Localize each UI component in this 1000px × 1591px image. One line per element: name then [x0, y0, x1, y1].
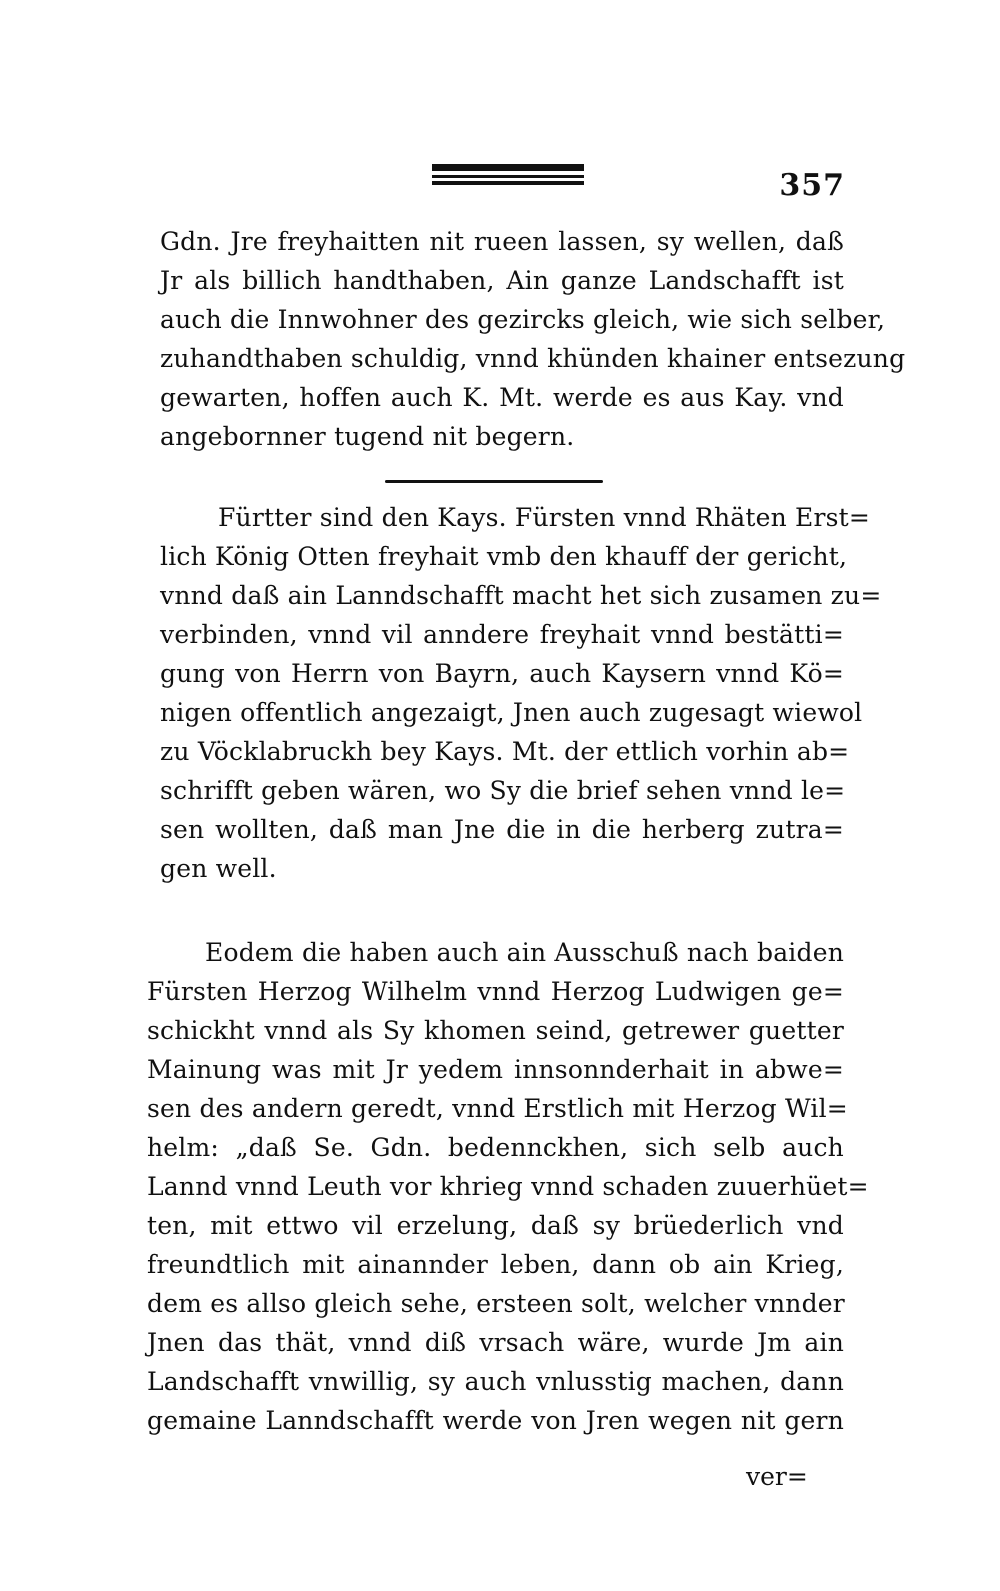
text-line: Eodem die haben auch ain Ausschuß nach baiden: [205, 938, 844, 967]
text-line: lich König Otten freyhait vmb den khauff der gericht,: [160, 542, 848, 571]
text-line: angebornner tugend nit begern.: [160, 422, 575, 451]
text-line: auch die Innwohner des gezircks gleich, wie sich selber,: [160, 305, 886, 334]
text-line: ten, mit ettwo vil erzelung, daß sy brüederlich vnd: [147, 1211, 844, 1240]
paragraph-3: [147, 933, 869, 1440]
header-rule-bar: [432, 181, 584, 185]
text-line: Mainung was mit Jr yedem innsonnderhait in abwe=: [147, 1055, 844, 1084]
text-line: gen well.: [160, 854, 277, 883]
text-line: sen des andern geredt, vnnd Erstlich mit Herzog Wil=: [147, 1094, 848, 1123]
header-rule-bar: [432, 175, 584, 178]
text-line: Landschafft vnwillig, sy auch vnlusstig machen, dann: [147, 1367, 844, 1396]
text-line: gewarten, hoffen auch K. Mt. werde es aus Kay. vnd: [160, 383, 844, 412]
header-rule-bar: [432, 164, 584, 171]
text-line: dem es allso gleich sehe, ersteen solt, welcher vnnder: [147, 1289, 845, 1318]
paragraph-2: [160, 498, 882, 888]
text-line: zu Vöcklabruckh bey Kays. Mt. der ettlich vorhin ab=: [160, 737, 850, 766]
text-line: verbinden, vnnd vil anndere freyhait vnnd bestätti=: [160, 620, 844, 649]
section-divider-rule: [385, 480, 603, 483]
text-line: zuhandthaben schuldig, vnnd khünden khainer entsezung: [160, 344, 906, 373]
text-line: schickht vnnd als Sy khomen seind, getrewer guetter: [147, 1016, 844, 1045]
text-line: helm: „daß Se. Gdn. bedennckhen, sich selb auch: [147, 1133, 844, 1162]
text-line: gung von Herrn von Bayrn, auch Kaysern vnnd Kö=: [160, 659, 844, 688]
text-line: Lannd vnnd Leuth vor khrieg vnnd schaden zuuerhüet=: [147, 1172, 869, 1201]
header-ornamental-rule: [432, 164, 584, 186]
text-line: Jnen das thät, vnnd diß vrsach wäre, wurde Jm ain: [147, 1328, 844, 1357]
paragraph-1: [160, 222, 906, 456]
text-line: Fürsten Herzog Wilhelm vnnd Herzog Ludwigen ge=: [147, 977, 844, 1006]
text-line: freundtlich mit ainannder leben, dann ob ain Krieg,: [147, 1250, 844, 1279]
text-line: Jr als billich handthaben, Ain ganze Landschafft ist: [160, 266, 844, 295]
text-line: nigen offentlich angezaigt, Jnen auch zugesagt wiewol: [160, 698, 863, 727]
text-line: vnnd daß ain Lanndschafft macht het sich zusamen zu=: [160, 581, 882, 610]
text-line: Fürtter sind den Kays. Fürsten vnnd Rhäten Erst=: [218, 503, 871, 532]
text-line: sen wollten, daß man Jne die in die herberg zutra=: [160, 815, 844, 844]
text-line: Gdn. Jre freyhaitten nit rueen lassen, sy wellen, daß: [160, 227, 844, 256]
text-line: schrifft geben wären, wo Sy die brief sehen vnnd le=: [160, 776, 846, 805]
text-line: gemaine Lanndschafft werde von Jren wegen nit gern: [147, 1406, 844, 1435]
catchword: ver=: [746, 1462, 808, 1491]
page-number: 357: [779, 168, 845, 203]
